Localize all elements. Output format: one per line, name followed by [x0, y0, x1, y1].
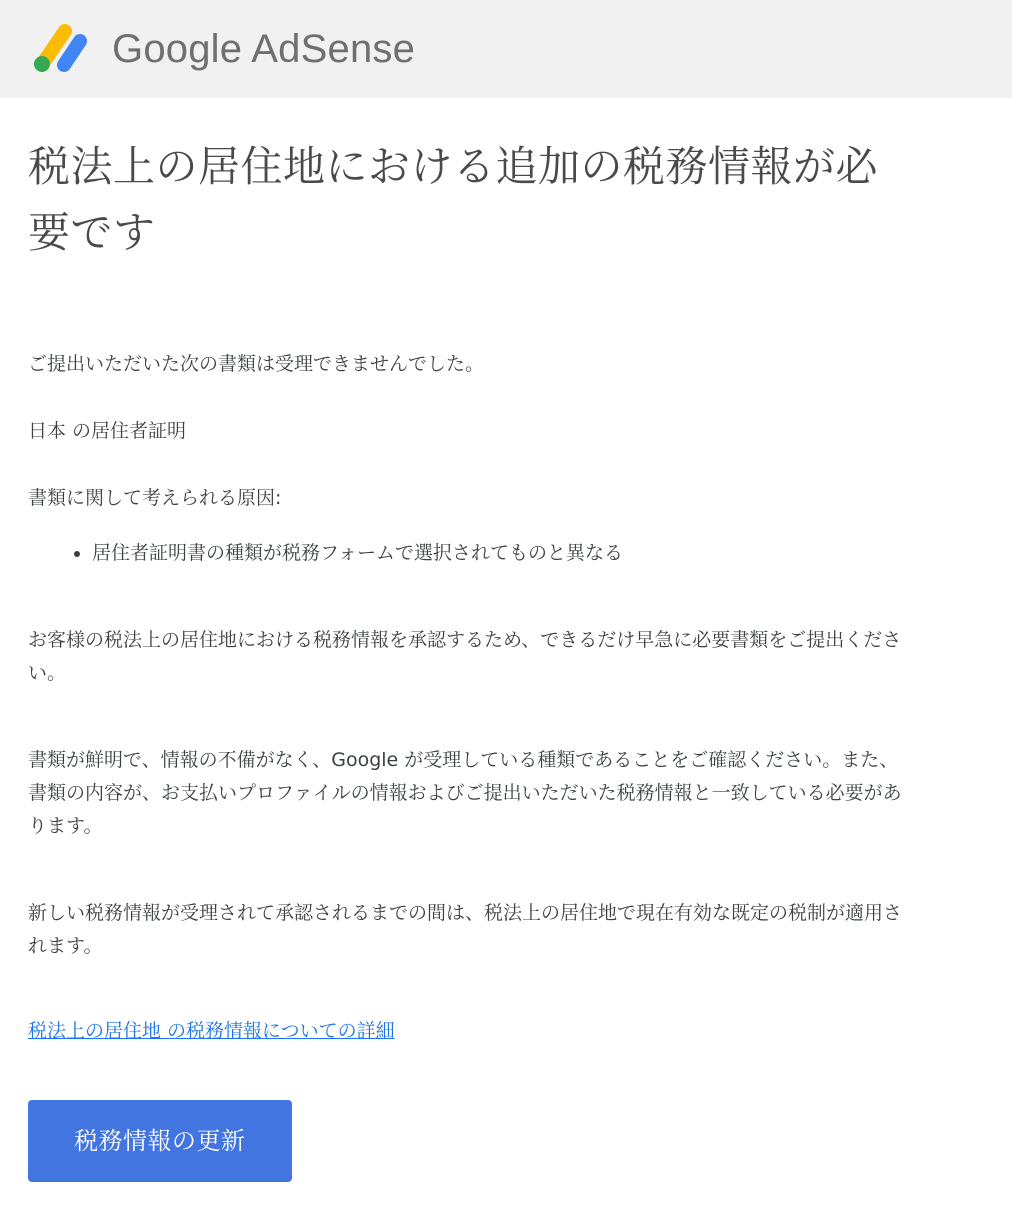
page-title: 税法上の居住地における追加の税務情報が必要です [28, 142, 879, 257]
reasons-heading: 書類に関して考えられる原因: [28, 487, 282, 509]
intro-text: ご提出いただいた次の書類は受理できませんでした。 [28, 353, 485, 375]
rejected-document: 日本 の居住者証明 [28, 420, 187, 442]
reasons-list [28, 537, 908, 570]
header [0, 0, 1012, 98]
tax-info-details-link[interactable]: 税法上の居住地 の税務情報についての詳細 [28, 1020, 395, 1042]
reason-item: • 居住者証明書の種類が税務フォームで選択されてものと異なる [92, 537, 908, 570]
requirements-text: 書類が鮮明で、情報の不備がなく、Google が受理している種類であることをご確認ください。また、書類の内容が、お支払いプロファイルの情報およびご提出いただいた税務情報と一致している必要があります。 [28, 749, 902, 837]
adsense-logo-icon [30, 23, 92, 75]
brand-name: Google AdSense [112, 27, 416, 71]
email-body [0, 134, 936, 1182]
interim-text: 新しい税務情報が受理されて承認されるまでの間は、税法上の居住地で現在有効な既定の税制が適用されます。 [28, 902, 903, 957]
update-tax-info-button[interactable]: 税務情報の更新 [28, 1100, 292, 1182]
request-text: お客様の税法上の居住地における税務情報を承認するため、できるだけ早急に必要書類をご提出ください。 [28, 629, 902, 684]
